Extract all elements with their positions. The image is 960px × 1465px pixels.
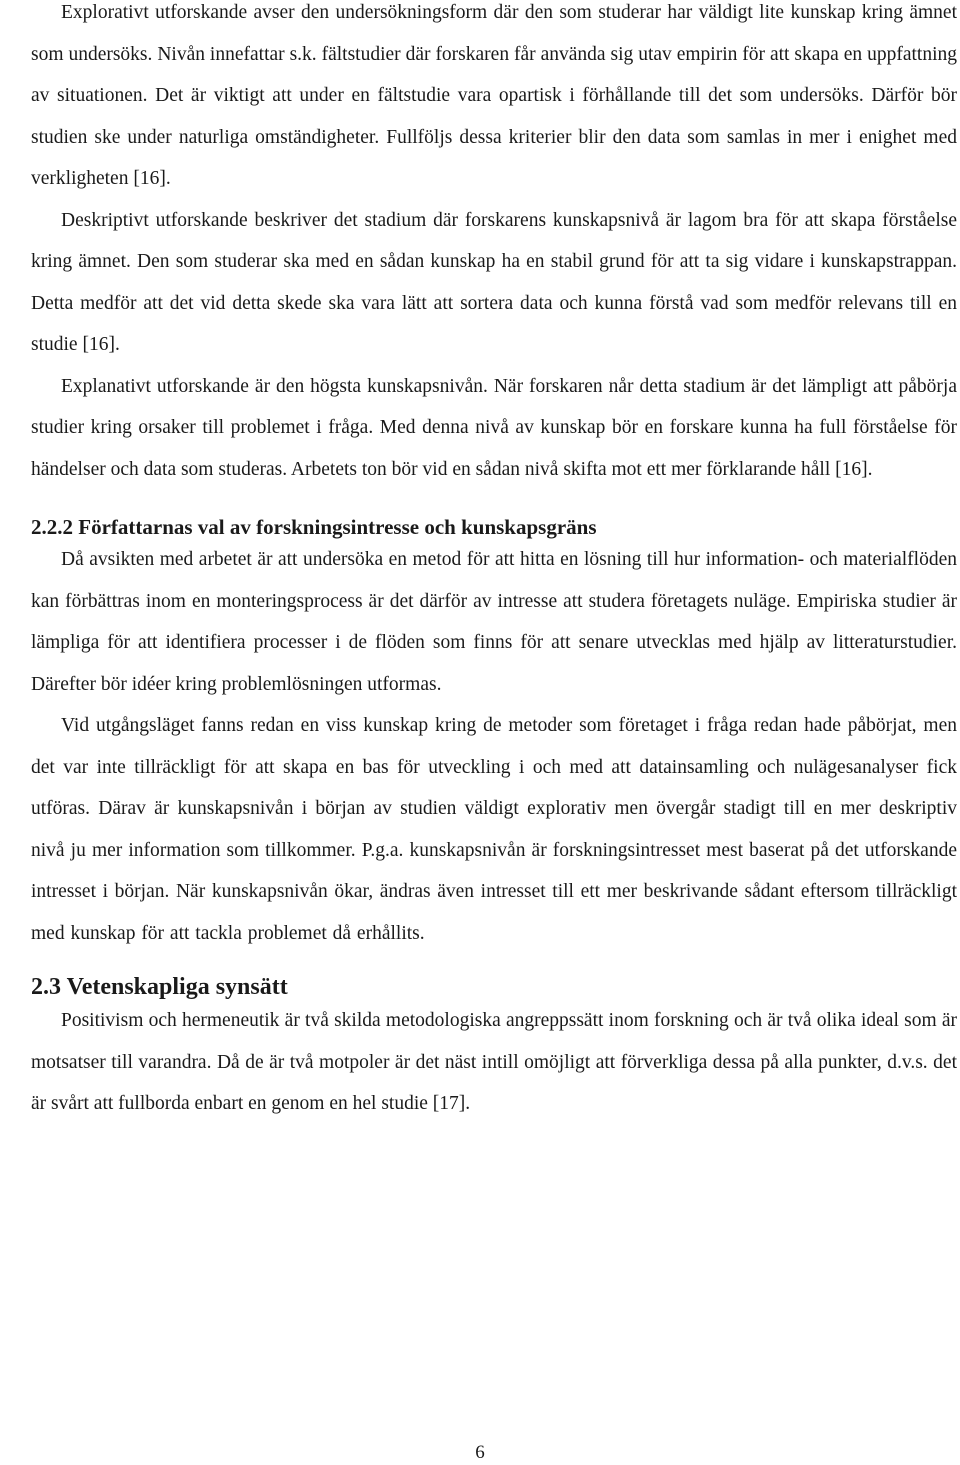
- section-heading-2-3: 2.3 Vetenskapliga synsätt: [31, 974, 288, 1000]
- paragraph-avsikten: Då avsikten med arbetet är att undersöka en metod för att hitta en lösning till hur information- och materialflöden kan förbättras inom en monteringsprocess är det därför av intresse att studera företagets nuläge. Empiriska studier är lämpliga för att identifiera processer i de flöden som finns för att senare utvecklas med hjälp av litteraturstudier. Därefter bör idéer kring problemlösningen utformas.: [31, 549, 957, 695]
- paragraph-explorativt: Explorativt utforskande avser den undersökningsform där den som studerar har väldigt lite kunskap kring ämnet som undersöks. Nivån innefattar s.k. fältstudier där forskaren får använda sig utav empirin för att skapa en uppfattning av situationen. Det är viktigt att under en fältstudie vara opartisk i förhållande till det som undersöks. Därför bör studien ske under naturliga omständigheter. Fullföljs dessa kriterier blir den data som samlas in mer i enighet med verkligheten [16].: [31, 2, 957, 189]
- paragraph-utgangslaget: Vid utgångsläget fanns redan en viss kunskap kring de metoder som företaget i fråga redan hade påbörjat, men det var inte tillräckligt för att skapa en bas för utveckling i och med att datainsamling och nulägesanalyser fick utföras. Därav är kunskapsnivån i början av studien väldigt explorativ men övergår stadigt till en mer deskriptiv nivå ju mer information som tillkommer. P.g.a. kunskapsnivån är forskningsintresset mest baserat på det utforskande intresset i början. När kunskapsnivån ökar, ändras även intresset till ett mer beskrivande sådant eftersom tillräckligt med kunskap för att tackla problemet då erhållits.: [31, 715, 957, 944]
- page-number: 6: [475, 1442, 485, 1463]
- section-heading-2-2-2: 2.2.2 Författarnas val av forskningsintresse och kunskapsgräns: [31, 515, 597, 539]
- paragraph-positivism: Positivism och hermeneutik är två skilda metodologiska angreppssätt inom forskning och är två olika ideal som är motsatser till varandra. Då de är två motpoler är det näst intill omöjligt att förverkliga dessa på alla punkter, d.v.s. det är svårt att fullborda enbart en genom en hel studie [17].: [31, 1010, 957, 1114]
- paragraph-explanativt: Explanativt utforskande är den högsta kunskapsnivån. När forskaren når detta stadium är det lämpligt att påbörja studier kring orsaker till problemet i fråga. Med denna nivå av kunskap bör en forskare kunna ha full förståelse för händelser och data som studeras. Arbetets ton bör vid en sådan nivå skifta mot ett mer förklarande håll [16].: [31, 375, 957, 480]
- paragraph-deskriptivt: Deskriptivt utforskande beskriver det stadium där forskarens kunskapsnivå är lagom bra för att skapa förståelse kring ämnet. Den som studerar ska med en sådan kunskap ha en stabil grund för att ta sig vidare i kunskapstrappan. Detta medför att det vid detta skede ska vara lätt att sortera data och kunna förstå vad som medför relevans till en studie [16].: [31, 209, 957, 355]
- document-page: [31, 0, 957, 1125]
